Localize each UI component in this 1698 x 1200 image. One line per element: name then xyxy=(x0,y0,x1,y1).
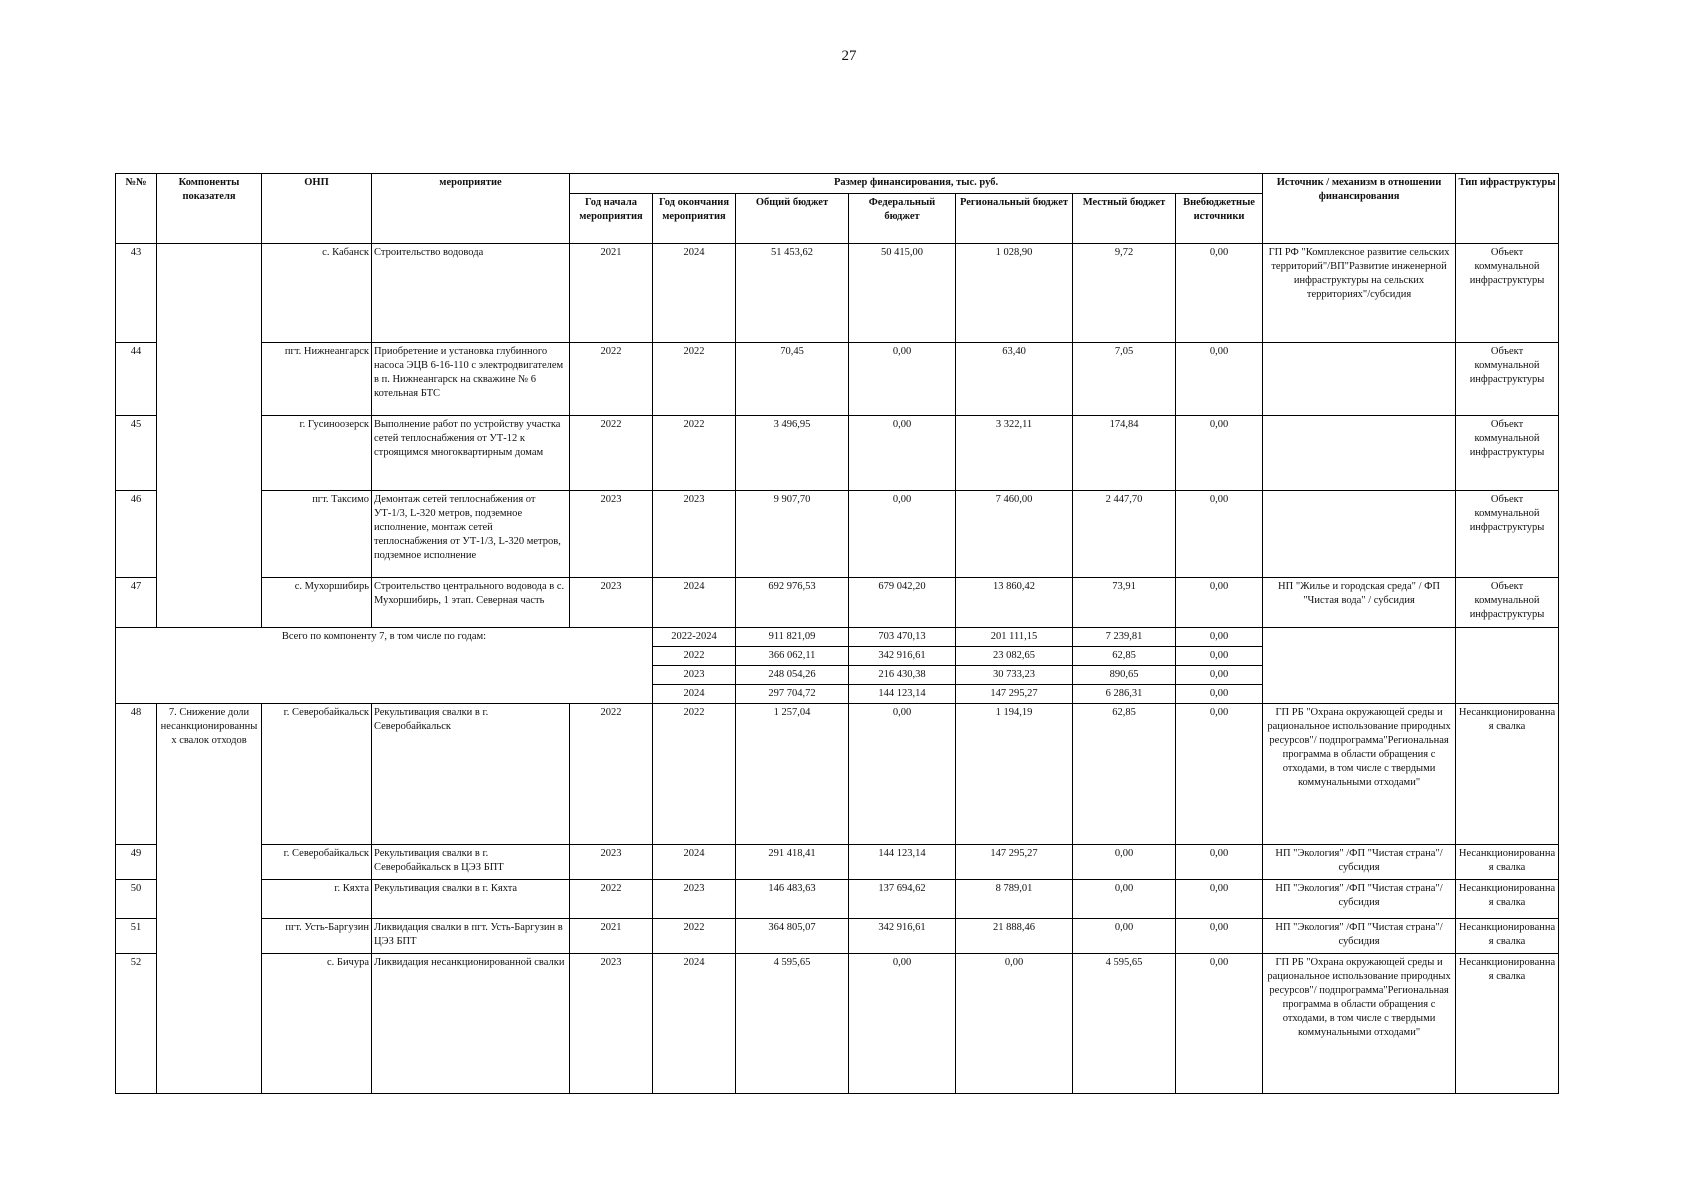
summary-federal: 144 123,14 xyxy=(849,685,956,704)
row-local: 73,91 xyxy=(1073,578,1176,628)
summary-extra: 0,00 xyxy=(1176,628,1263,647)
row-regional: 1 194,19 xyxy=(956,704,1073,845)
row-onp: пгт. Таксимо xyxy=(262,491,372,578)
row-extra: 0,00 xyxy=(1176,578,1263,628)
summary-row xyxy=(116,628,1559,647)
row-year-end: 2023 xyxy=(653,491,736,578)
row-total: 4 595,65 xyxy=(736,954,849,1094)
header-source: Источник / механизм в отношении финансирования xyxy=(1263,174,1456,244)
summary-local: 62,85 xyxy=(1073,647,1176,666)
row-regional: 63,40 xyxy=(956,343,1073,416)
header-infra: Тип ифраструктуры xyxy=(1456,174,1559,244)
table-row xyxy=(116,244,1559,343)
summary-federal: 342 916,61 xyxy=(849,647,956,666)
summary-regional: 147 295,27 xyxy=(956,685,1073,704)
row-onp: г. Северобайкальск xyxy=(262,845,372,880)
table-row xyxy=(116,578,1559,628)
row-federal: 0,00 xyxy=(849,954,956,1094)
row-onp: г. Гусиноозерск xyxy=(262,416,372,491)
row-num: 45 xyxy=(116,416,157,491)
header-year-end: Год окончания мероприятия xyxy=(653,194,736,244)
row-source xyxy=(1263,343,1456,416)
table-row xyxy=(116,845,1559,880)
summary-extra: 0,00 xyxy=(1176,666,1263,685)
row-extra: 0,00 xyxy=(1176,954,1263,1094)
row-source: ГП РФ "Комплексное развитие сельских территорий"/ВП"Развитие инженерной инфраструктуры на сельских территориях"/субсидия xyxy=(1263,244,1456,343)
row-source: НП "Экология" /ФП "Чистая страна"/субсидия xyxy=(1263,919,1456,954)
summary-federal: 216 430,38 xyxy=(849,666,956,685)
summary-source xyxy=(1263,628,1456,704)
row-local: 62,85 xyxy=(1073,704,1176,845)
row-source xyxy=(1263,491,1456,578)
row-extra: 0,00 xyxy=(1176,845,1263,880)
row-year-start: 2023 xyxy=(570,578,653,628)
row-total: 51 453,62 xyxy=(736,244,849,343)
table-row xyxy=(116,343,1559,416)
summary-extra: 0,00 xyxy=(1176,647,1263,666)
summary-regional: 23 082,65 xyxy=(956,647,1073,666)
row-activity: Рекультивация свалки в г. Кяхта xyxy=(372,880,570,919)
row-source: ГП РБ "Охрана окружающей среды и рациональное использование природных ресурсов"/ подпрограмма"Региональная программа в области обращения с отходами, в том числе с твердыми коммунальными отходами" xyxy=(1263,954,1456,1094)
row-num: 44 xyxy=(116,343,157,416)
summary-extra: 0,00 xyxy=(1176,685,1263,704)
row-year-start: 2022 xyxy=(570,416,653,491)
header-funding-group: Размер финансирования, тыс. руб. xyxy=(570,174,1263,194)
row-activity: Строительство водовода xyxy=(372,244,570,343)
table-row xyxy=(116,491,1559,578)
row-activity: Приобретение и установка глубинного насоса ЭЦВ 6-16-110 с электродвигателем в п. Нижнеангарск на скважине № 6 котельная БТС xyxy=(372,343,570,416)
header-regional: Региональный бюджет xyxy=(956,194,1073,244)
row-activity: Демонтаж сетей теплоснабжения от УТ-1/3, L-320 метров, подземное исполнение, монтаж сетей теплоснабжения от УТ-1/3, L-320 метров, подземное исполнение xyxy=(372,491,570,578)
row-year-end: 2023 xyxy=(653,880,736,919)
row-total: 9 907,70 xyxy=(736,491,849,578)
summary-year: 2022-2024 xyxy=(653,628,736,647)
row-infra: Несанкционированная свалка xyxy=(1456,704,1559,845)
row-activity: Строительство центрального водовода в с. Мухоршибирь, 1 этап. Северная часть xyxy=(372,578,570,628)
row-local: 9,72 xyxy=(1073,244,1176,343)
row-total: 70,45 xyxy=(736,343,849,416)
summary-local: 7 239,81 xyxy=(1073,628,1176,647)
table-row xyxy=(116,704,1559,845)
row-extra: 0,00 xyxy=(1176,343,1263,416)
header-onp: ОНП xyxy=(262,174,372,244)
row-infra: Объект коммунальной инфраструктуры xyxy=(1456,491,1559,578)
header-num: №№ xyxy=(116,174,157,244)
summary-regional: 201 111,15 xyxy=(956,628,1073,647)
header-activity: мероприятие xyxy=(372,174,570,244)
row-activity: Рекультивация свалки в г. Северобайкальск в ЦЭЗ БПТ xyxy=(372,845,570,880)
header-federal: Федеральный бюджет xyxy=(849,194,956,244)
summary-year: 2023 xyxy=(653,666,736,685)
row-infra: Объект коммунальной инфраструктуры xyxy=(1456,578,1559,628)
row-federal: 0,00 xyxy=(849,704,956,845)
row-year-end: 2022 xyxy=(653,704,736,845)
row-local: 0,00 xyxy=(1073,880,1176,919)
row-total: 364 805,07 xyxy=(736,919,849,954)
row-year-end: 2022 xyxy=(653,343,736,416)
summary-total: 248 054,26 xyxy=(736,666,849,685)
row-num: 50 xyxy=(116,880,157,919)
row-onp: с. Мухоршибирь xyxy=(262,578,372,628)
row-federal: 144 123,14 xyxy=(849,845,956,880)
row-num: 43 xyxy=(116,244,157,343)
row-source: НП "Экология" /ФП "Чистая страна"/субсидия xyxy=(1263,845,1456,880)
summary-total: 297 704,72 xyxy=(736,685,849,704)
row-infra: Несанкционированная свалка xyxy=(1456,954,1559,1094)
row-infra: Объект коммунальной инфраструктуры xyxy=(1456,343,1559,416)
row-num: 46 xyxy=(116,491,157,578)
row-extra: 0,00 xyxy=(1176,244,1263,343)
row-year-start: 2021 xyxy=(570,244,653,343)
row-federal: 0,00 xyxy=(849,491,956,578)
row-extra: 0,00 xyxy=(1176,704,1263,845)
row-regional: 1 028,90 xyxy=(956,244,1073,343)
header-component: Компоненты показателя xyxy=(157,174,262,244)
row-num: 47 xyxy=(116,578,157,628)
row-activity: Ликвидация несанкционированной свалки xyxy=(372,954,570,1094)
row-onp: пгт. Усть-Баргузин xyxy=(262,919,372,954)
header-total: Общий бюджет xyxy=(736,194,849,244)
row-infra: Несанкционированная свалка xyxy=(1456,919,1559,954)
row-federal: 0,00 xyxy=(849,416,956,491)
row-local: 4 595,65 xyxy=(1073,954,1176,1094)
row-regional: 8 789,01 xyxy=(956,880,1073,919)
row-federal: 0,00 xyxy=(849,343,956,416)
row-federal: 137 694,62 xyxy=(849,880,956,919)
row-extra: 0,00 xyxy=(1176,416,1263,491)
row-total: 146 483,63 xyxy=(736,880,849,919)
summary-local: 6 286,31 xyxy=(1073,685,1176,704)
row-regional: 7 460,00 xyxy=(956,491,1073,578)
row-num: 51 xyxy=(116,919,157,954)
row-year-start: 2022 xyxy=(570,704,653,845)
table-row xyxy=(116,416,1559,491)
row-local: 0,00 xyxy=(1073,845,1176,880)
row-infra: Несанкционированная свалка xyxy=(1456,845,1559,880)
row-year-start: 2021 xyxy=(570,919,653,954)
row-onp: г. Северобайкальск xyxy=(262,704,372,845)
row-extra: 0,00 xyxy=(1176,880,1263,919)
header-year-start: Год начала мероприятия xyxy=(570,194,653,244)
row-regional: 147 295,27 xyxy=(956,845,1073,880)
row-regional: 13 860,42 xyxy=(956,578,1073,628)
row-year-start: 2022 xyxy=(570,343,653,416)
row-regional: 3 322,11 xyxy=(956,416,1073,491)
row-total: 692 976,53 xyxy=(736,578,849,628)
row-infra: Несанкционированная свалка xyxy=(1456,880,1559,919)
row-activity: Выполнение работ по устройству участка сетей теплоснабжения от УТ-12 к строящимся многоквартирным домам xyxy=(372,416,570,491)
row-year-end: 2024 xyxy=(653,845,736,880)
summary-federal: 703 470,13 xyxy=(849,628,956,647)
row-activity: Рекультивация свалки в г. Северобайкальск xyxy=(372,704,570,845)
row-num: 48 xyxy=(116,704,157,845)
row-year-start: 2023 xyxy=(570,845,653,880)
row-year-start: 2023 xyxy=(570,954,653,1094)
row-total: 291 418,41 xyxy=(736,845,849,880)
row-local: 7,05 xyxy=(1073,343,1176,416)
row-total: 3 496,95 xyxy=(736,416,849,491)
header-extra: Внебюджетные источники xyxy=(1176,194,1263,244)
row-total: 1 257,04 xyxy=(736,704,849,845)
summary-regional: 30 733,23 xyxy=(956,666,1073,685)
row-year-end: 2024 xyxy=(653,954,736,1094)
row-infra: Объект коммунальной инфраструктуры xyxy=(1456,416,1559,491)
summary-label: Всего по компоненту 7, в том числе по годам: xyxy=(116,628,653,704)
row-local: 2 447,70 xyxy=(1073,491,1176,578)
row-year-end: 2024 xyxy=(653,244,736,343)
row-activity: Ликвидация свалки в пгт. Усть-Баргузин в ЦЭЗ БПТ xyxy=(372,919,570,954)
row-source: НП "Экология" /ФП "Чистая страна"/субсидия xyxy=(1263,880,1456,919)
summary-year: 2022 xyxy=(653,647,736,666)
row-regional: 0,00 xyxy=(956,954,1073,1094)
table-row xyxy=(116,919,1559,954)
row-year-end: 2022 xyxy=(653,919,736,954)
row-source xyxy=(1263,416,1456,491)
financing-table xyxy=(115,173,1559,1094)
summary-total: 366 062,11 xyxy=(736,647,849,666)
row-onp: пгт. Нижнеангарск xyxy=(262,343,372,416)
row-extra: 0,00 xyxy=(1176,919,1263,954)
row-num: 49 xyxy=(116,845,157,880)
row-onp: г. Кяхта xyxy=(262,880,372,919)
row-local: 174,84 xyxy=(1073,416,1176,491)
row-federal: 50 415,00 xyxy=(849,244,956,343)
summary-total: 911 821,09 xyxy=(736,628,849,647)
row-local: 0,00 xyxy=(1073,919,1176,954)
row-source: ГП РБ "Охрана окружающей среды и рациональное использование природных ресурсов"/ подпрограмма"Региональная программа в области обращения с отходами, в том числе с твердыми коммунальными отходами" xyxy=(1263,704,1456,845)
table-row xyxy=(116,880,1559,919)
row-year-start: 2023 xyxy=(570,491,653,578)
table-row xyxy=(116,954,1559,1094)
row-regional: 21 888,46 xyxy=(956,919,1073,954)
row-num: 52 xyxy=(116,954,157,1094)
row-onp: с. Кабанск xyxy=(262,244,372,343)
row-extra: 0,00 xyxy=(1176,491,1263,578)
row-year-start: 2022 xyxy=(570,880,653,919)
header-local: Местный бюджет xyxy=(1073,194,1176,244)
component-cell xyxy=(157,244,262,628)
row-infra: Объект коммунальной инфраструктуры xyxy=(1456,244,1559,343)
summary-infra xyxy=(1456,628,1559,704)
row-year-end: 2024 xyxy=(653,578,736,628)
component-cell: 7. Снижение доли несанкционированных свалок отходов xyxy=(157,704,262,1094)
summary-year: 2024 xyxy=(653,685,736,704)
row-onp: с. Бичура xyxy=(262,954,372,1094)
page-number: 27 xyxy=(841,48,857,64)
row-federal: 342 916,61 xyxy=(849,919,956,954)
row-source: НП "Жилье и городская среда" / ФП "Чистая вода" / субсидия xyxy=(1263,578,1456,628)
row-federal: 679 042,20 xyxy=(849,578,956,628)
summary-local: 890,65 xyxy=(1073,666,1176,685)
row-year-end: 2022 xyxy=(653,416,736,491)
